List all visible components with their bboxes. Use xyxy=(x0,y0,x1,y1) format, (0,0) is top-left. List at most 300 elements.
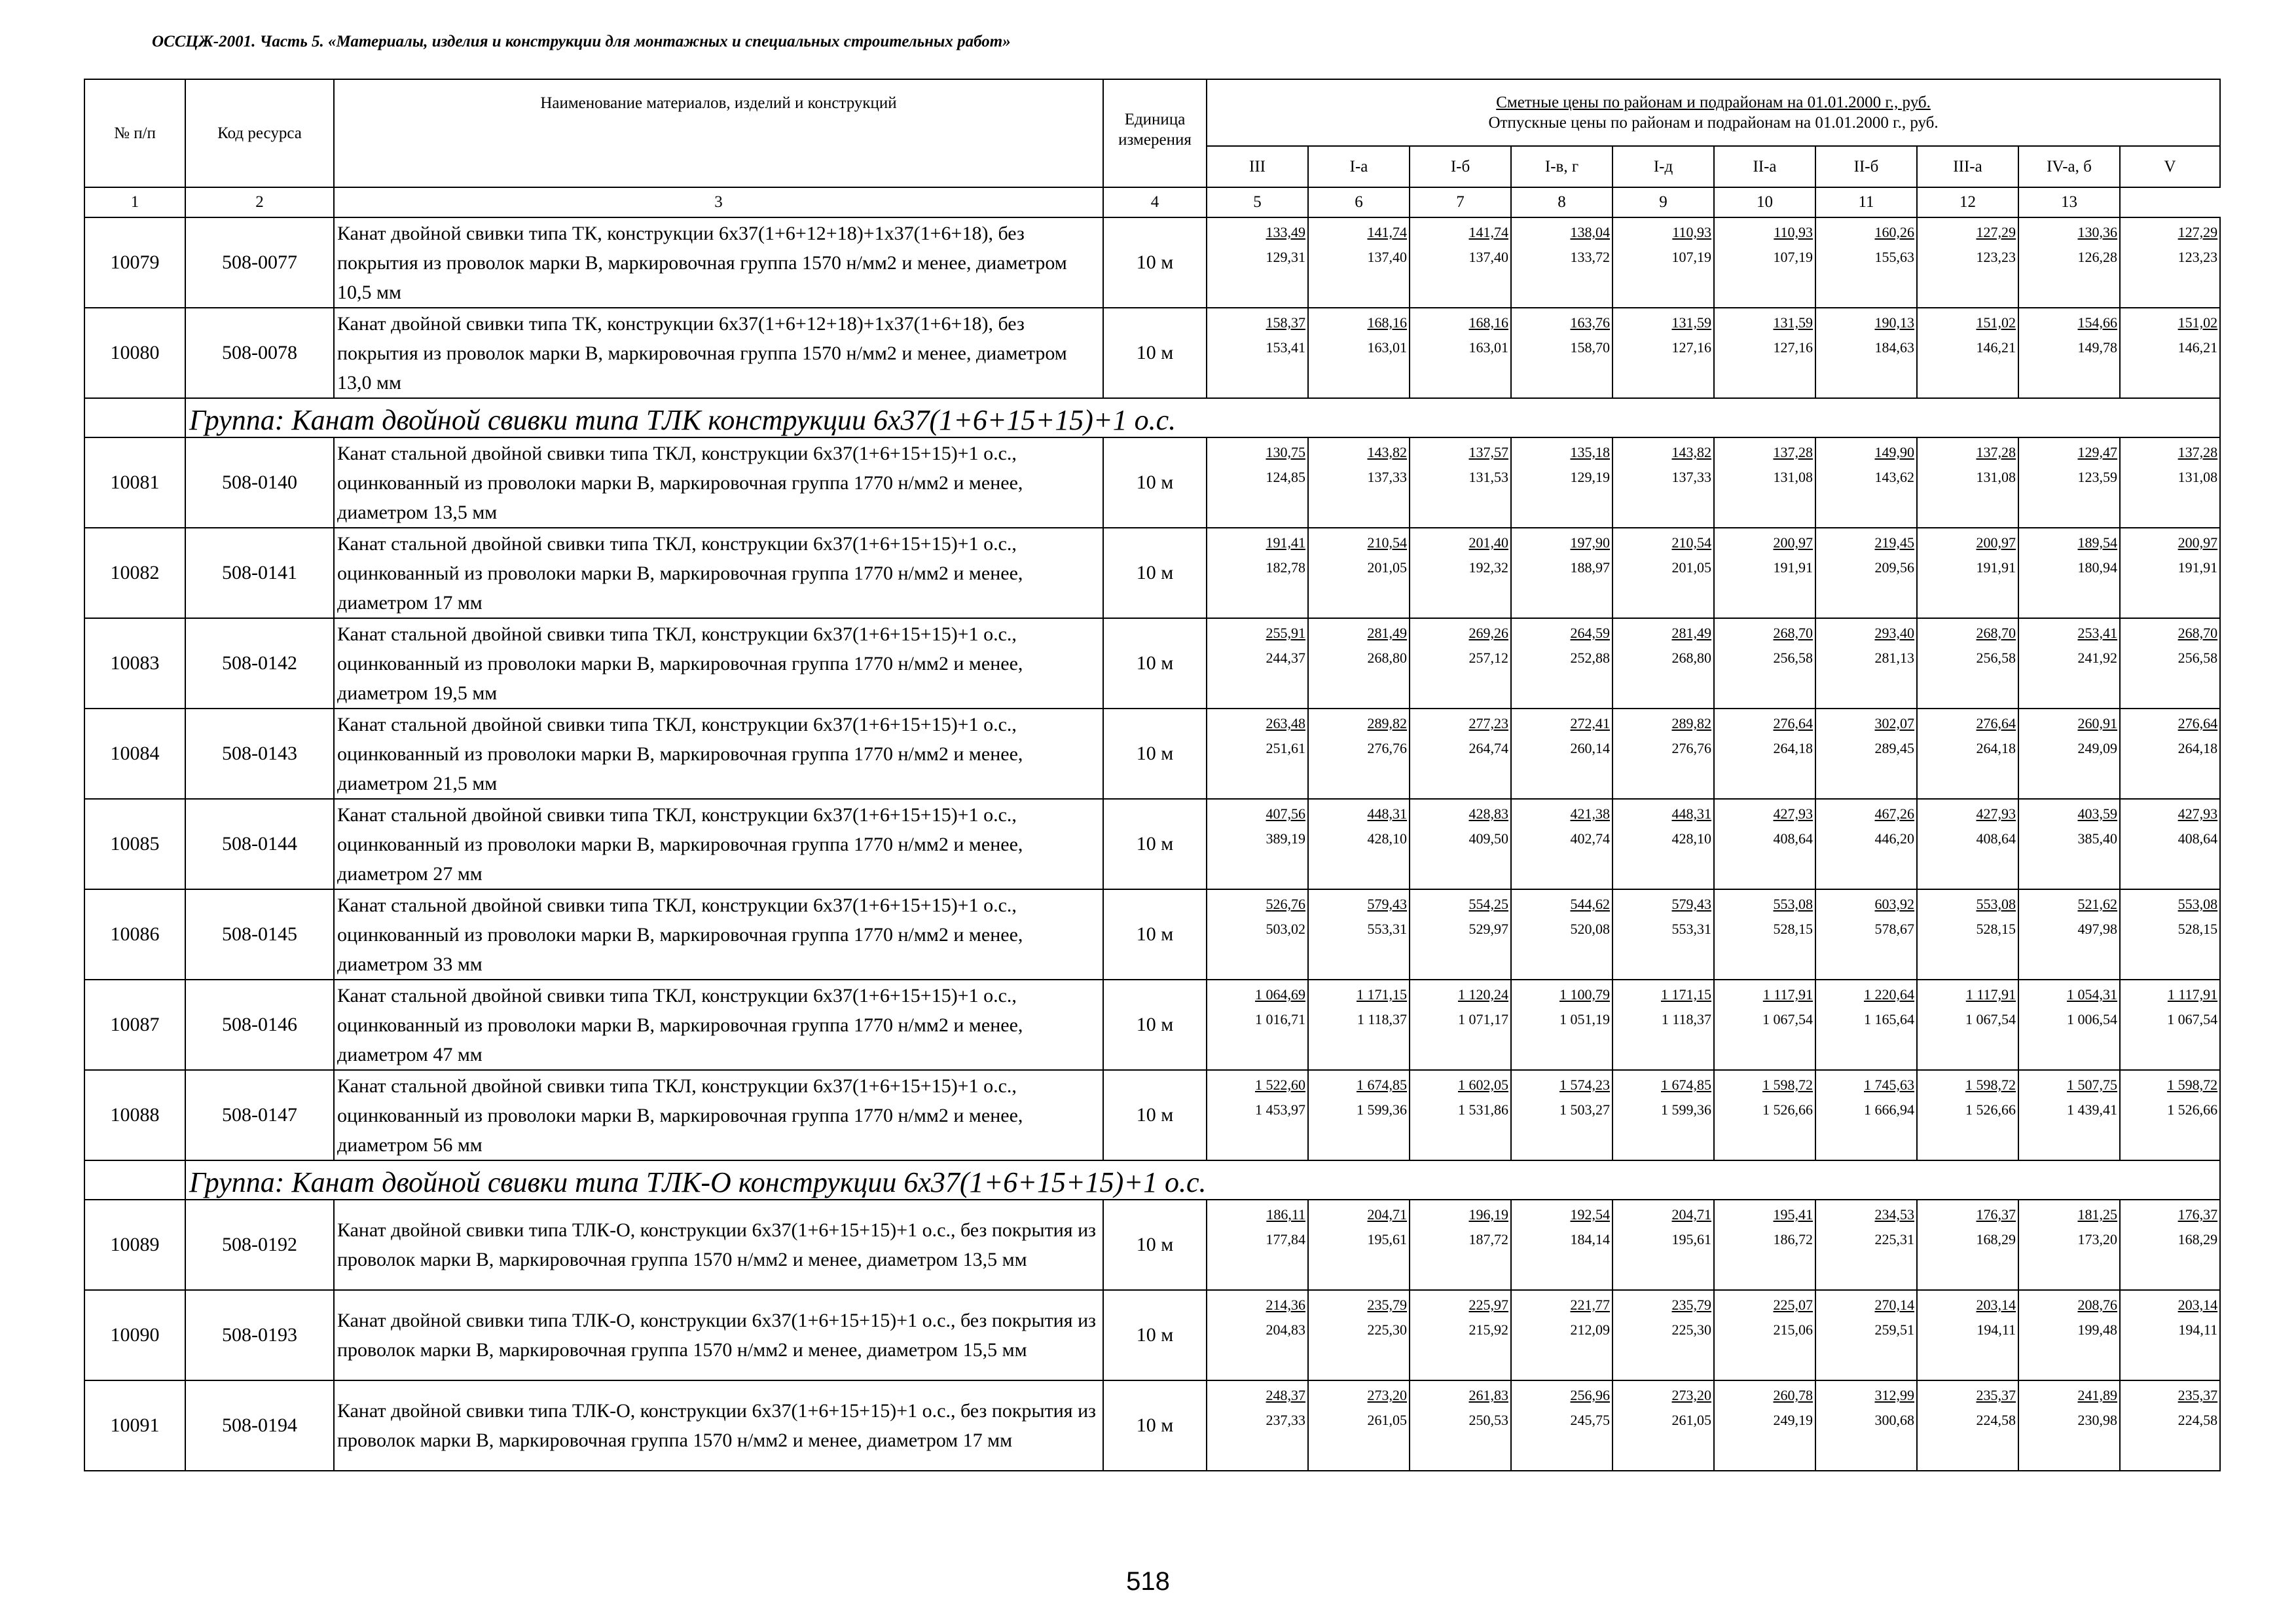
header-region: II-а xyxy=(1714,146,1815,187)
release-price: 149,78 xyxy=(2077,339,2117,356)
estimate-price: 276,64 xyxy=(2178,715,2218,731)
release-price: 281,13 xyxy=(1874,650,1914,666)
release-price: 127,16 xyxy=(1773,339,1813,356)
price-cell xyxy=(2120,217,2220,308)
item-name: Канат двойной свивки типа ТК, конструкции 6х37(1+6+12+18)+1х37(1+6+18), без покрытия из проволок марки В, маркировочная группа 1570 н/мм2 и менее, диаметром 13,0 мм xyxy=(334,308,1103,398)
item-name: Канат стальной двойной свивки типа ТКЛ, конструкции 6х37(1+6+15+15)+1 о.с., оцинкованный из проволоки марки В, маркировочная группа 1770 н/мм2 и менее, диаметром 27 мм xyxy=(334,799,1103,889)
price-cell xyxy=(1815,528,1917,618)
estimate-price: 1 171,15 xyxy=(1357,986,1407,1003)
estimate-price: 235,79 xyxy=(1671,1297,1711,1313)
price-cell xyxy=(1917,1380,2018,1471)
price-cell xyxy=(1207,889,1308,980)
release-price: 1 067,54 xyxy=(1965,1011,2016,1027)
item-unit: 10 м xyxy=(1103,308,1207,398)
price-cell xyxy=(1917,1290,2018,1380)
release-price: 180,94 xyxy=(2077,559,2117,576)
price-cell xyxy=(1410,1070,1511,1160)
price-cell xyxy=(1207,1290,1308,1380)
group-row xyxy=(84,1160,2220,1200)
estimate-price: 143,82 xyxy=(1671,444,1711,460)
item-name: Канат стальной двойной свивки типа ТКЛ, конструкции 6х37(1+6+15+15)+1 о.с., оцинкованный из проволоки марки В, маркировочная группа 1770 н/мм2 и менее, диаметром 19,5 мм xyxy=(334,618,1103,709)
release-price: 177,84 xyxy=(1266,1231,1305,1247)
resource-code: 508-0146 xyxy=(185,980,334,1070)
estimate-price: 151,02 xyxy=(1976,314,2016,331)
price-table xyxy=(84,79,2221,1471)
release-price: 1 526,66 xyxy=(2167,1101,2218,1118)
estimate-price: 204,71 xyxy=(1367,1206,1407,1223)
resource-code: 508-0192 xyxy=(185,1200,334,1290)
estimate-price: 1 054,31 xyxy=(2067,986,2117,1003)
estimate-price: 554,25 xyxy=(1468,896,1508,912)
estimate-price: 235,37 xyxy=(1976,1387,2016,1403)
item-unit: 10 м xyxy=(1103,217,1207,308)
estimate-price: 427,93 xyxy=(1773,805,1813,822)
estimate-price: 428,83 xyxy=(1468,805,1508,822)
header-region: IV-а, б xyxy=(2018,146,2120,187)
item-number: 10082 xyxy=(84,528,185,618)
price-cell xyxy=(2018,437,2120,528)
estimate-price: 273,20 xyxy=(1367,1387,1407,1403)
estimate-price: 1 522,60 xyxy=(1255,1077,1305,1093)
estimate-price: 110,93 xyxy=(1672,224,1711,240)
release-price: 250,53 xyxy=(1468,1412,1508,1428)
release-price: 256,58 xyxy=(1773,650,1813,666)
item-unit: 10 м xyxy=(1103,618,1207,709)
release-price: 268,80 xyxy=(1367,650,1407,666)
estimate-price: 186,11 xyxy=(1266,1206,1305,1223)
release-price: 264,18 xyxy=(1773,740,1813,756)
release-price: 264,74 xyxy=(1468,740,1508,756)
estimate-price: 181,25 xyxy=(2077,1206,2117,1223)
item-unit: 10 м xyxy=(1103,1200,1207,1290)
item-unit: 10 м xyxy=(1103,889,1207,980)
price-cell xyxy=(2018,889,2120,980)
price-cell xyxy=(1410,217,1511,308)
price-cell xyxy=(1511,799,1613,889)
estimate-price: 1 100,79 xyxy=(1559,986,1610,1003)
release-price: 184,63 xyxy=(1874,339,1914,356)
estimate-price: 225,97 xyxy=(1468,1297,1508,1313)
column-number: 10 xyxy=(1714,187,1815,217)
item-number: 10084 xyxy=(84,709,185,799)
price-cell xyxy=(1207,1380,1308,1471)
estimate-price: 289,82 xyxy=(1367,715,1407,731)
estimate-price: 208,76 xyxy=(2077,1297,2117,1313)
release-price: 245,75 xyxy=(1570,1412,1610,1428)
release-price: 129,19 xyxy=(1570,469,1610,485)
header-prices-estimate: Сметные цены по районам и подрайонам на 01.01.2000 г., руб. xyxy=(1496,93,1931,111)
column-number-row xyxy=(84,187,2220,217)
item-unit: 10 м xyxy=(1103,980,1207,1070)
estimate-price: 256,96 xyxy=(1570,1387,1610,1403)
price-cell xyxy=(1815,980,1917,1070)
price-cell xyxy=(1308,528,1410,618)
estimate-price: 200,97 xyxy=(2178,534,2218,551)
estimate-price: 203,14 xyxy=(2178,1297,2218,1313)
price-cell xyxy=(1511,1380,1613,1471)
release-price: 131,08 xyxy=(2178,469,2218,485)
estimate-price: 197,90 xyxy=(1570,534,1610,551)
estimate-price: 255,91 xyxy=(1266,625,1305,641)
price-cell xyxy=(2120,308,2220,398)
release-price: 123,59 xyxy=(2077,469,2117,485)
item-unit: 10 м xyxy=(1103,1070,1207,1160)
release-price: 173,20 xyxy=(2077,1231,2117,1247)
estimate-price: 1 602,05 xyxy=(1458,1077,1508,1093)
estimate-price: 579,43 xyxy=(1671,896,1711,912)
estimate-price: 264,59 xyxy=(1570,625,1610,641)
price-cell xyxy=(1511,528,1613,618)
estimate-price: 1 674,85 xyxy=(1661,1077,1711,1093)
price-cell xyxy=(1410,889,1511,980)
estimate-price: 235,37 xyxy=(2178,1387,2218,1403)
estimate-price: 407,56 xyxy=(1266,805,1305,822)
estimate-price: 163,76 xyxy=(1570,314,1610,331)
price-cell xyxy=(1714,618,1815,709)
release-price: 127,16 xyxy=(1671,339,1711,356)
release-price: 497,98 xyxy=(2077,921,2117,937)
price-cell xyxy=(1511,618,1613,709)
estimate-price: 201,40 xyxy=(1468,534,1508,551)
estimate-price: 281,49 xyxy=(1671,625,1711,641)
page-number: 518 xyxy=(1126,1567,1170,1596)
estimate-price: 268,70 xyxy=(1976,625,2016,641)
estimate-price: 131,59 xyxy=(1671,314,1711,331)
price-cell xyxy=(2120,980,2220,1070)
estimate-price: 276,64 xyxy=(1773,715,1813,731)
price-cell xyxy=(2120,709,2220,799)
release-price: 276,76 xyxy=(1367,740,1407,756)
release-price: 201,05 xyxy=(1671,559,1711,576)
estimate-price: 137,57 xyxy=(1468,444,1508,460)
price-cell xyxy=(1613,528,1714,618)
price-cell xyxy=(2120,1380,2220,1471)
estimate-price: 151,02 xyxy=(2178,314,2218,331)
price-cell xyxy=(1815,1380,1917,1471)
release-price: 131,08 xyxy=(1773,469,1813,485)
price-cell xyxy=(1613,618,1714,709)
release-price: 503,02 xyxy=(1266,921,1305,937)
estimate-price: 195,41 xyxy=(1773,1206,1813,1223)
header-region: I-б xyxy=(1410,146,1511,187)
estimate-price: 200,97 xyxy=(1976,534,2016,551)
estimate-price: 149,90 xyxy=(1874,444,1914,460)
estimate-price: 141,74 xyxy=(1367,224,1407,240)
price-cell xyxy=(1917,1070,2018,1160)
release-price: 184,14 xyxy=(1570,1231,1610,1247)
header-prices-release: Отпускные цены по районам и подрайонам на 01.01.2000 г., руб. xyxy=(1488,114,1939,132)
release-price: 225,30 xyxy=(1671,1321,1711,1338)
estimate-price: 176,37 xyxy=(2178,1206,2218,1223)
table-row xyxy=(84,308,2220,398)
header-prices xyxy=(1207,79,2220,146)
resource-code: 508-0077 xyxy=(185,217,334,308)
estimate-price: 293,40 xyxy=(1874,625,1914,641)
estimate-price: 154,66 xyxy=(2077,314,2117,331)
release-price: 402,74 xyxy=(1570,830,1610,847)
column-number: 11 xyxy=(1815,187,1917,217)
estimate-price: 427,93 xyxy=(2178,805,2218,822)
price-cell xyxy=(1207,618,1308,709)
price-cell xyxy=(1714,1290,1815,1380)
price-cell xyxy=(1308,709,1410,799)
estimate-price: 130,75 xyxy=(1266,444,1305,460)
item-name: Канат стальной двойной свивки типа ТКЛ, конструкции 6х37(1+6+15+15)+1 о.с., оцинкованный из проволоки марки В, маркировочная группа 1770 н/мм2 и менее, диаметром 13,5 мм xyxy=(334,437,1103,528)
price-cell xyxy=(1815,618,1917,709)
table-row xyxy=(84,1290,2220,1380)
estimate-price: 135,18 xyxy=(1570,444,1610,460)
column-number: 13 xyxy=(2018,187,2120,217)
price-cell xyxy=(2018,709,2120,799)
release-price: 1 599,36 xyxy=(1661,1101,1711,1118)
price-cell xyxy=(1917,437,2018,528)
estimate-price: 260,78 xyxy=(1773,1387,1813,1403)
release-price: 209,56 xyxy=(1874,559,1914,576)
release-price: 1 016,71 xyxy=(1255,1011,1305,1027)
release-price: 257,12 xyxy=(1468,650,1508,666)
price-cell xyxy=(1917,799,2018,889)
price-cell xyxy=(1410,1200,1511,1290)
estimate-price: 235,79 xyxy=(1367,1297,1407,1313)
release-price: 1 526,66 xyxy=(1762,1101,1813,1118)
price-cell xyxy=(1917,1200,2018,1290)
header-num: № п/п xyxy=(84,79,185,187)
price-cell xyxy=(1815,1290,1917,1380)
estimate-price: 131,59 xyxy=(1773,314,1813,331)
price-cell xyxy=(2120,618,2220,709)
price-cell xyxy=(2018,1380,2120,1471)
release-price: 237,33 xyxy=(1266,1412,1305,1428)
estimate-price: 234,53 xyxy=(1874,1206,1914,1223)
item-name: Канат двойной свивки типа ТЛК-О, конструкции 6х37(1+6+15+15)+1 о.с., без покрытия из проволок марки В, маркировочная группа 1570 н/мм2 и менее, диаметром 13,5 мм xyxy=(334,1200,1103,1290)
price-cell xyxy=(1815,709,1917,799)
release-price: 264,18 xyxy=(1976,740,2016,756)
column-number: 1 xyxy=(84,187,185,217)
estimate-price: 127,29 xyxy=(2178,224,2218,240)
price-cell xyxy=(1308,1070,1410,1160)
price-cell xyxy=(2120,437,2220,528)
price-cell xyxy=(1207,1200,1308,1290)
release-price: 137,40 xyxy=(1367,249,1407,265)
release-price: 446,20 xyxy=(1874,830,1914,847)
estimate-price: 191,41 xyxy=(1266,534,1305,551)
table-header xyxy=(84,79,2220,217)
release-price: 194,11 xyxy=(1977,1321,2016,1338)
price-cell xyxy=(1511,1200,1613,1290)
estimate-price: 603,92 xyxy=(1874,896,1914,912)
column-number: 4 xyxy=(1103,187,1207,217)
table-row xyxy=(84,709,2220,799)
price-cell xyxy=(1917,618,2018,709)
price-cell xyxy=(1511,308,1613,398)
header-code: Код ресурса xyxy=(185,79,334,187)
price-cell xyxy=(1511,1290,1613,1380)
item-unit: 10 м xyxy=(1103,437,1207,528)
estimate-price: 203,14 xyxy=(1976,1297,2016,1313)
price-cell xyxy=(1207,980,1308,1070)
group-spacer xyxy=(84,398,185,437)
price-cell xyxy=(1308,1290,1410,1380)
item-unit: 10 м xyxy=(1103,1380,1207,1471)
release-price: 123,23 xyxy=(2178,249,2218,265)
price-cell xyxy=(2120,1070,2220,1160)
estimate-price: 221,77 xyxy=(1570,1297,1610,1313)
release-price: 1 599,36 xyxy=(1357,1101,1407,1118)
release-price: 195,61 xyxy=(1367,1231,1407,1247)
release-price: 276,76 xyxy=(1671,740,1711,756)
header-region: II-б xyxy=(1815,146,1917,187)
release-price: 168,29 xyxy=(2178,1231,2218,1247)
estimate-price: 553,08 xyxy=(2178,896,2218,912)
column-number: 3 xyxy=(334,187,1103,217)
item-unit: 10 м xyxy=(1103,799,1207,889)
resource-code: 508-0144 xyxy=(185,799,334,889)
release-price: 529,97 xyxy=(1468,921,1508,937)
price-cell xyxy=(1410,799,1511,889)
release-price: 191,91 xyxy=(1976,559,2016,576)
estimate-price: 133,49 xyxy=(1266,224,1305,240)
group-title: Группа: Канат двойной свивки типа ТЛК-О конструкции 6х37(1+6+15+15)+1 о.с. xyxy=(185,1160,2220,1200)
estimate-price: 270,14 xyxy=(1874,1297,1914,1313)
estimate-price: 276,64 xyxy=(1976,715,2016,731)
release-price: 259,51 xyxy=(1874,1321,1914,1338)
header-region: I-д xyxy=(1613,146,1714,187)
item-number: 10079 xyxy=(84,217,185,308)
price-cell xyxy=(1714,980,1815,1070)
estimate-price: 273,20 xyxy=(1671,1387,1711,1403)
price-cell xyxy=(2018,1290,2120,1380)
release-price: 1 071,17 xyxy=(1458,1011,1508,1027)
estimate-price: 248,37 xyxy=(1266,1387,1305,1403)
price-cell xyxy=(1714,709,1815,799)
price-cell xyxy=(1613,308,1714,398)
estimate-price: 189,54 xyxy=(2077,534,2117,551)
item-unit: 10 м xyxy=(1103,1290,1207,1380)
column-number: 6 xyxy=(1308,187,1410,217)
item-name: Канат стальной двойной свивки типа ТКЛ, конструкции 6х37(1+6+15+15)+1 о.с., оцинкованный из проволоки марки В, маркировочная группа 1770 н/мм2 и менее, диаметром 21,5 мм xyxy=(334,709,1103,799)
release-price: 1 006,54 xyxy=(2067,1011,2117,1027)
release-price: 188,97 xyxy=(1570,559,1610,576)
release-price: 1 526,66 xyxy=(1965,1101,2016,1118)
release-price: 553,31 xyxy=(1671,921,1711,937)
column-number: 2 xyxy=(185,187,334,217)
release-price: 137,40 xyxy=(1468,249,1508,265)
price-cell xyxy=(2018,799,2120,889)
resource-code: 508-0145 xyxy=(185,889,334,980)
price-cell xyxy=(1613,1380,1714,1471)
item-name: Канат двойной свивки типа ТЛК-О, конструкции 6х37(1+6+15+15)+1 о.с., без покрытия из проволок марки В, маркировочная группа 1570 н/мм2 и менее, диаметром 17 мм xyxy=(334,1380,1103,1471)
item-number: 10085 xyxy=(84,799,185,889)
release-price: 225,31 xyxy=(1874,1231,1914,1247)
estimate-price: 210,54 xyxy=(1671,534,1711,551)
price-cell xyxy=(2120,889,2220,980)
release-price: 133,72 xyxy=(1570,249,1610,265)
estimate-price: 241,89 xyxy=(2077,1387,2117,1403)
release-price: 195,61 xyxy=(1671,1231,1711,1247)
release-price: 408,64 xyxy=(2178,830,2218,847)
estimate-price: 1 120,24 xyxy=(1458,986,1508,1003)
release-price: 408,64 xyxy=(1773,830,1813,847)
release-price: 1 067,54 xyxy=(2167,1011,2218,1027)
release-price: 230,98 xyxy=(2077,1412,2117,1428)
estimate-price: 553,08 xyxy=(1773,896,1813,912)
price-cell xyxy=(1308,308,1410,398)
resource-code: 508-0142 xyxy=(185,618,334,709)
price-cell xyxy=(1308,980,1410,1070)
price-cell xyxy=(1815,799,1917,889)
release-price: 260,14 xyxy=(1570,740,1610,756)
estimate-price: 204,71 xyxy=(1671,1206,1711,1223)
table-row xyxy=(84,1200,2220,1290)
release-price: 1 439,41 xyxy=(2067,1101,2117,1118)
release-price: 428,10 xyxy=(1367,830,1407,847)
release-price: 1 118,37 xyxy=(1661,1011,1711,1027)
price-cell xyxy=(1815,308,1917,398)
price-cell xyxy=(2018,618,2120,709)
estimate-price: 210,54 xyxy=(1367,534,1407,551)
price-cell xyxy=(2120,799,2220,889)
release-price: 168,29 xyxy=(1976,1231,2016,1247)
table-row xyxy=(84,437,2220,528)
price-cell xyxy=(1207,437,1308,528)
estimate-price: 130,36 xyxy=(2077,224,2117,240)
price-cell xyxy=(1917,980,2018,1070)
release-price: 528,15 xyxy=(2178,921,2218,937)
estimate-price: 200,97 xyxy=(1773,534,1813,551)
group-title: Группа: Канат двойной свивки типа ТЛК конструкции 6х37(1+6+15+15)+1 о.с. xyxy=(185,398,2220,437)
header-unit: Единица измерения xyxy=(1103,79,1207,187)
price-cell xyxy=(1207,709,1308,799)
release-price: 520,08 xyxy=(1570,921,1610,937)
resource-code: 508-0147 xyxy=(185,1070,334,1160)
table-row xyxy=(84,980,2220,1070)
price-cell xyxy=(1714,889,1815,980)
item-number: 10081 xyxy=(84,437,185,528)
release-price: 264,18 xyxy=(2178,740,2218,756)
release-price: 182,78 xyxy=(1266,559,1305,576)
price-cell xyxy=(1207,308,1308,398)
release-price: 126,28 xyxy=(2077,249,2117,265)
release-price: 409,50 xyxy=(1468,830,1508,847)
release-price: 201,05 xyxy=(1367,559,1407,576)
release-price: 187,72 xyxy=(1468,1231,1508,1247)
release-price: 191,91 xyxy=(2178,559,2218,576)
estimate-price: 302,07 xyxy=(1874,715,1914,731)
release-price: 158,70 xyxy=(1570,339,1610,356)
header-region: V xyxy=(2120,146,2220,187)
price-cell xyxy=(1917,308,2018,398)
estimate-price: 263,48 xyxy=(1266,715,1305,731)
estimate-price: 253,41 xyxy=(2077,625,2117,641)
price-cell xyxy=(1511,709,1613,799)
estimate-price: 1 064,69 xyxy=(1255,986,1305,1003)
item-name: Канат стальной двойной свивки типа ТКЛ, конструкции 6х37(1+6+15+15)+1 о.с., оцинкованный из проволоки марки В, маркировочная группа 1770 н/мм2 и менее, диаметром 47 мм xyxy=(334,980,1103,1070)
estimate-price: 1 117,91 xyxy=(2167,986,2218,1003)
release-price: 215,92 xyxy=(1468,1321,1508,1338)
release-price: 256,58 xyxy=(1976,650,2016,666)
release-price: 1 067,54 xyxy=(1762,1011,1813,1027)
estimate-price: 214,36 xyxy=(1266,1297,1305,1313)
table-row xyxy=(84,799,2220,889)
price-cell xyxy=(1613,1290,1714,1380)
release-price: 385,40 xyxy=(2077,830,2117,847)
price-cell xyxy=(1308,799,1410,889)
estimate-price: 260,91 xyxy=(2077,715,2117,731)
price-cell xyxy=(2018,217,2120,308)
estimate-price: 127,29 xyxy=(1976,224,2016,240)
estimate-price: 1 117,91 xyxy=(1762,986,1813,1003)
price-cell xyxy=(1815,437,1917,528)
